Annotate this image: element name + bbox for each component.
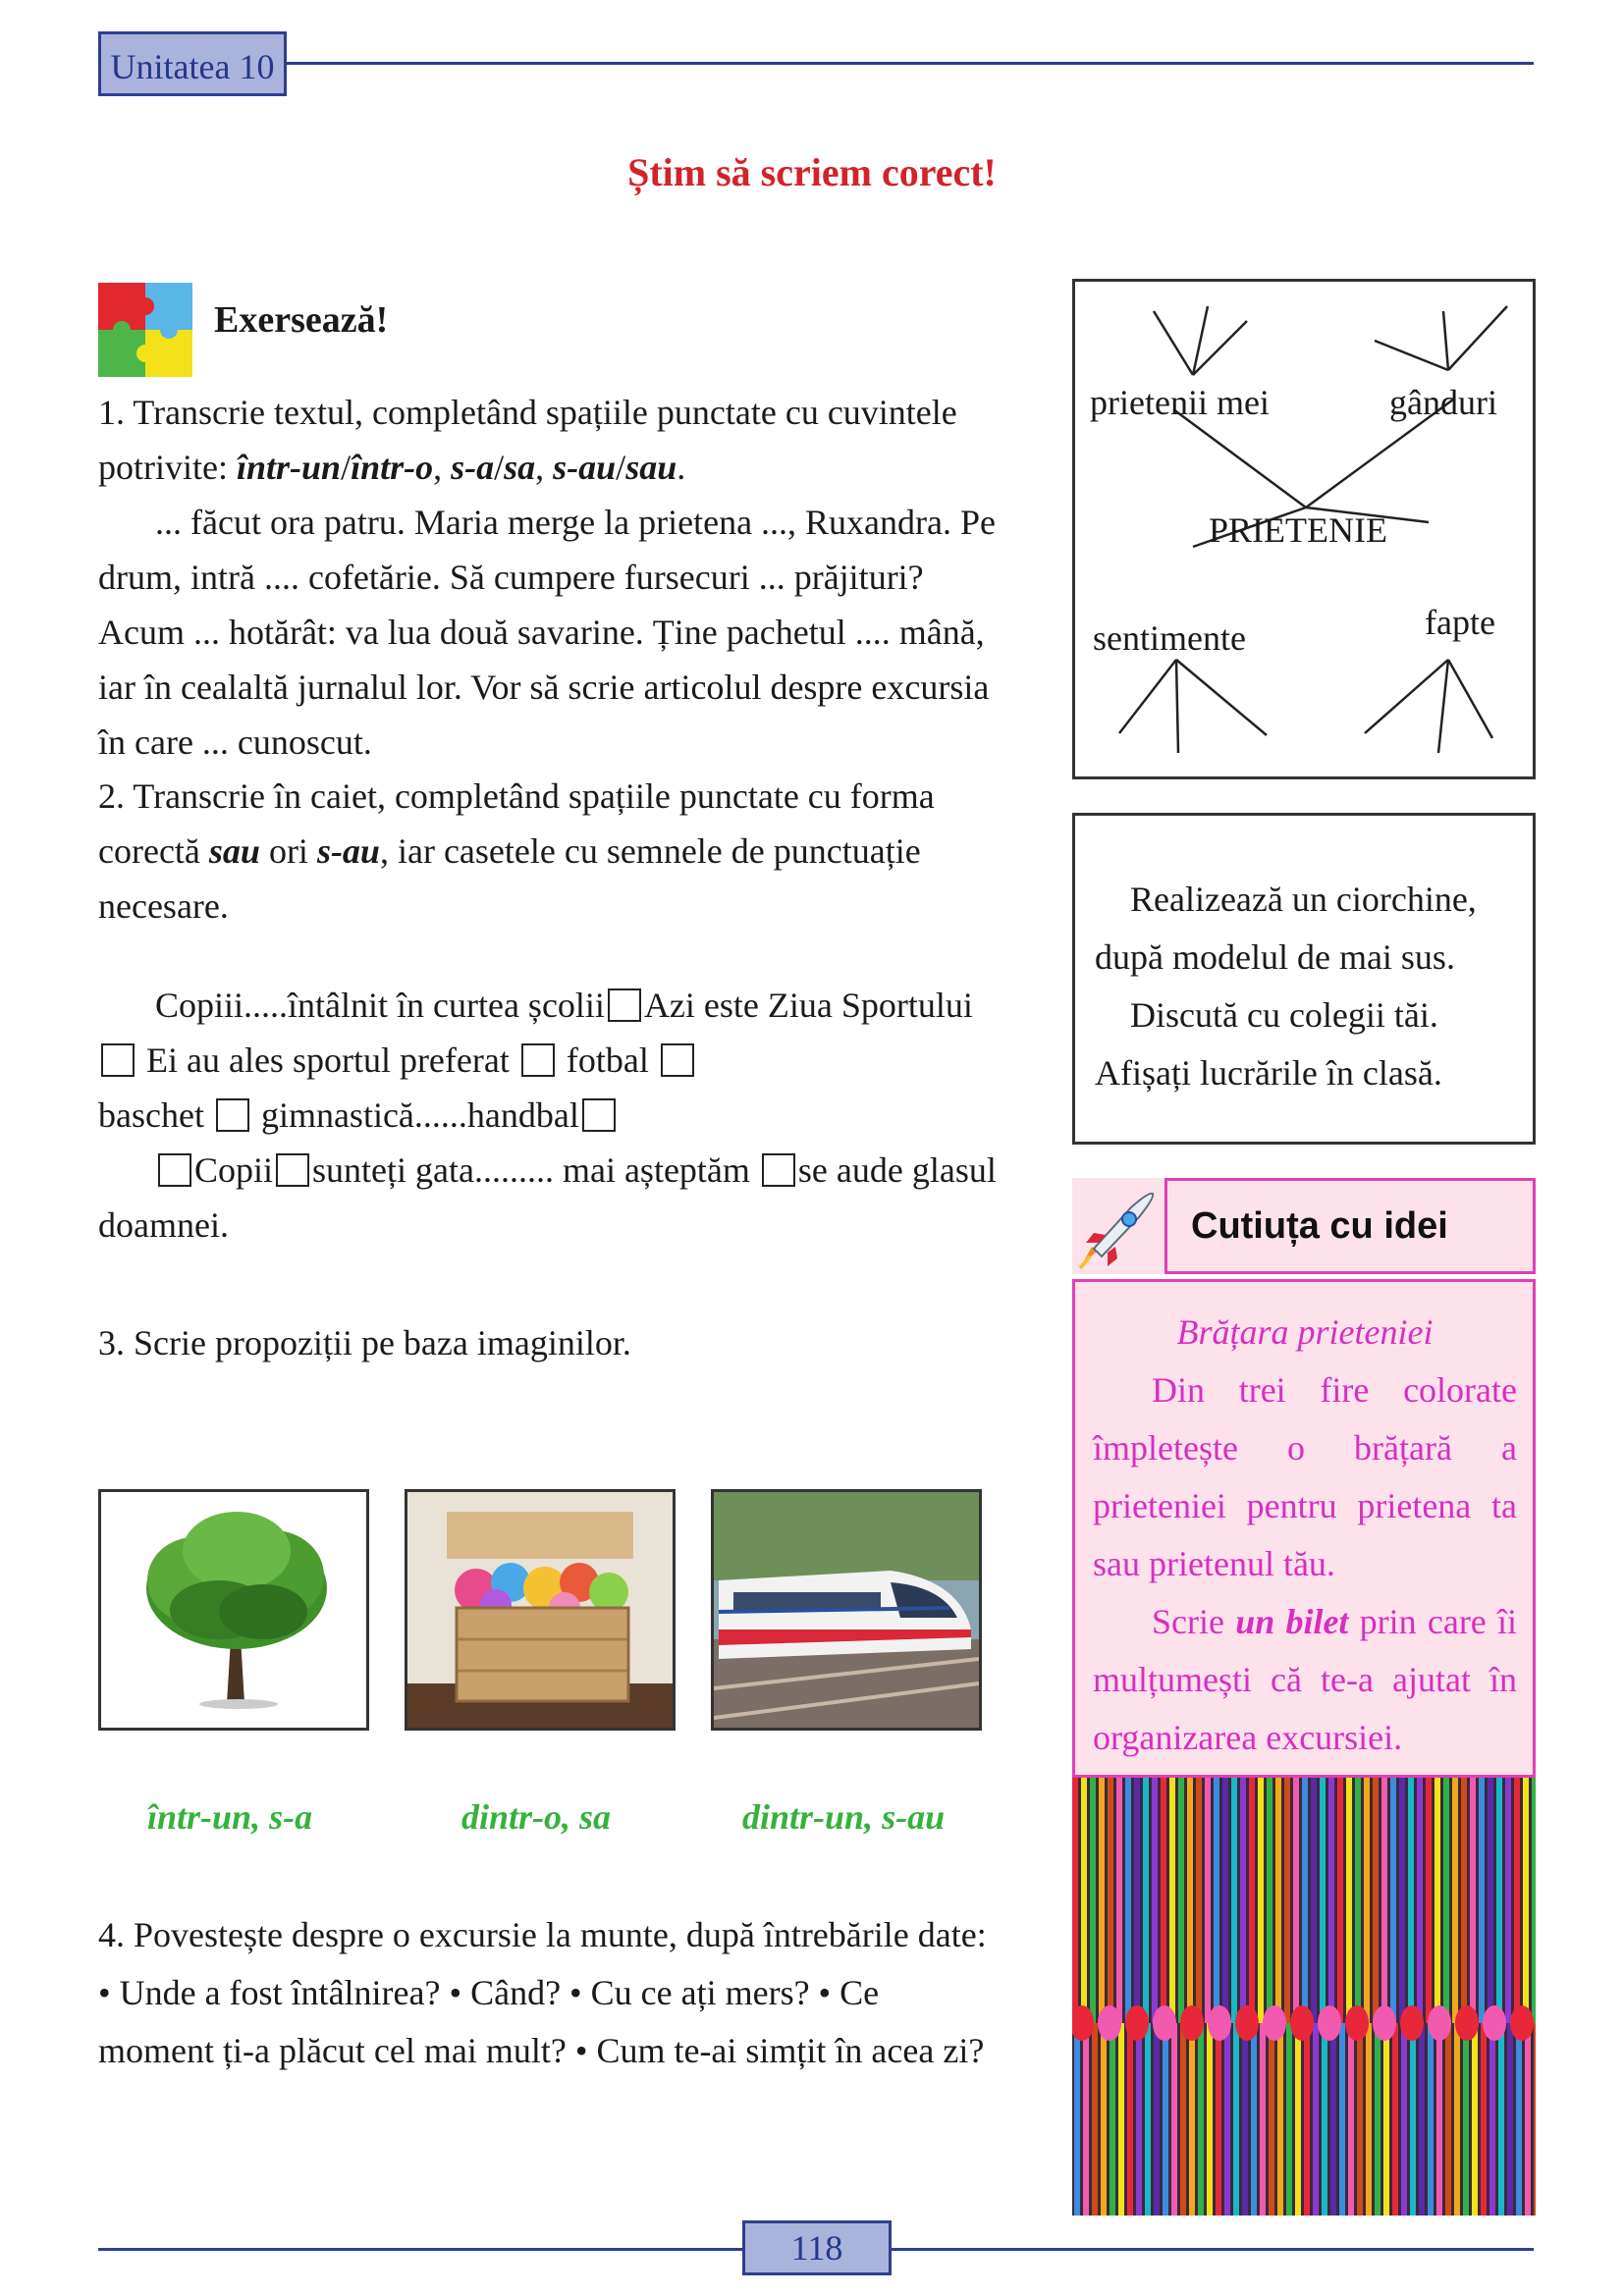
ideas-text-part: prin care îi mulțumești că te-a ajutat în organizarea excursiei.: [1093, 1602, 1518, 1757]
ex2-text: fotbal: [566, 1041, 649, 1080]
ex2-text: baschet: [98, 1095, 204, 1135]
word-option: sau: [625, 448, 677, 487]
exercise-3: 3. Scrie propoziții pe baza imaginilor.: [98, 1323, 631, 1362]
punctuation-box[interactable]: [216, 1098, 249, 1132]
ideas-text: [1093, 1304, 1517, 1767]
ideas-paragraph: [1093, 1593, 1517, 1767]
ex2-text: se aude glasul doamnei.: [98, 1150, 997, 1245]
exercise-4: [98, 1906, 1001, 2080]
word-option: într-un: [236, 448, 342, 487]
punctuation-box[interactable]: [762, 1153, 795, 1187]
exercise-2-text: [98, 978, 1001, 1253]
mindmap-node-bottom-left: sentimente: [1093, 618, 1246, 658]
page-number: 118: [742, 2220, 892, 2275]
ideas-emphasis: un bilet: [1235, 1602, 1349, 1641]
task-line: Realizează un ciorchine,: [1130, 880, 1477, 919]
exercise-2: [98, 769, 1001, 934]
ex4-instruction: 4. Povestește despre o excursie la munte, după întrebările date:: [98, 1915, 987, 1954]
mindmap-node-top-right: gânduri: [1389, 383, 1497, 422]
ideas-subtitle: Brățara prieteniei: [1176, 1312, 1434, 1352]
punctuation-box[interactable]: [158, 1153, 191, 1187]
mindmap-node-bottom-right: fapte: [1425, 603, 1495, 642]
puzzle-icon: [98, 283, 192, 377]
ex2-text: Copii: [194, 1150, 274, 1190]
punctuation-box[interactable]: [101, 1043, 135, 1077]
mind-map-box: [1072, 279, 1536, 779]
exercise-1: 1. Transcrie textul, completând spațiile punctate cu cuvintele potrivite: într-un/într-o, s-a/sa, s-au/sau. ... făcut ora patru. Maria merge la prietena ..., Ruxandra. Pe drum, intră .... cofetărie. Să cumpere fursecuri ... prăjituri? Acum ... hotărât: va lua două savarine. Ține pachetul .... mână, iar în cealaltă jurnalul lor. Vor să scrie articolul despre excursia în care ... cunoscut.: [98, 393, 997, 762]
ex2-instruction: ori: [259, 831, 317, 871]
ex2-text: sunteți gata......... mai așteptăm: [312, 1150, 750, 1190]
ideas-title: Cutiuța cu idei: [1164, 1178, 1536, 1274]
punctuation-box[interactable]: [582, 1098, 616, 1132]
unit-tag: Unitatea 10: [98, 31, 287, 96]
ex1-intro: 1. Transcrie textul, completând spațiile punctate cu cuvintele potrivite:: [98, 393, 957, 487]
ex2-instruction: 2. Transcrie în caiet, completând spațiile punctate cu forma corectă: [98, 776, 935, 871]
ex1-text: ... făcut ora patru. Maria merge la prietena ..., Ruxandra. Pe drum, intră .... cofetărie. Să cumpere fursecuri ... prăjituri? Acum ... hotărât: va lua două savarine. Ține pachetul .... mână, iar în cealaltă jurnalul lor. Vor să scrie articolul despre excursia în care ... cunoscut.: [98, 503, 997, 762]
mindmap-node-top-left: prietenii mei: [1090, 383, 1270, 422]
page-title: Știm să scriem corect!: [627, 150, 997, 194]
mindmap-center: PRIETENIE: [1209, 510, 1387, 550]
hint-label: dintr-o, sa: [461, 1797, 612, 1837]
task-text: [1095, 871, 1527, 1102]
ideas-text-part: Scrie: [1152, 1602, 1236, 1641]
task-line: Discută cu colegii tăi.: [1130, 995, 1438, 1035]
bracelets-image: [1072, 1778, 1536, 2216]
ideas-box: [1072, 1279, 1536, 1778]
footer-rule: [892, 2248, 1534, 2251]
word-option: s-au: [553, 448, 617, 487]
punctuation-box[interactable]: [276, 1153, 309, 1187]
punctuation-box[interactable]: [521, 1043, 555, 1077]
task-line: după modelul de mai sus.: [1095, 937, 1455, 977]
punctuation-box[interactable]: [661, 1043, 694, 1077]
task-line: Afișați lucrările în clasă.: [1095, 1053, 1442, 1093]
punctuation-box[interactable]: [608, 988, 641, 1022]
tree-image: [98, 1489, 369, 1731]
ex2-text: Ei au ales sportul preferat: [146, 1041, 510, 1080]
ex4-questions: • Unde a fost întâlnirea? • Când? • Cu ce ați mers? • Ce moment ți-a plăcut cel mai mult? • Cum te-ai simțit în acea zi?: [98, 1973, 985, 2070]
rocket-icon: [1072, 1178, 1164, 1274]
word-option: într-o: [351, 448, 434, 487]
footer-rule: [98, 2248, 742, 2251]
hint-label: într-un, s-a: [147, 1797, 313, 1837]
word-option: sau: [208, 831, 260, 871]
word-option: sa: [504, 448, 536, 487]
header-rule: [287, 62, 1534, 65]
ex2-text: gimnastică......handbal: [260, 1095, 579, 1135]
hint-label: dintr-un, s-au: [742, 1797, 946, 1837]
ex2-instruction: , iar casetele cu semnele de punctuație necesare.: [98, 831, 921, 926]
ex2-text: Copiii.....întâlnit în curtea școlii: [155, 986, 605, 1025]
word-option: s-au: [316, 831, 380, 871]
section-heading: Exersează!: [214, 299, 389, 341]
word-option: s-a: [451, 448, 495, 487]
ex2-text: Azi este Ziua Sportului: [643, 986, 973, 1025]
ideas-paragraph: Din trei fire colorate împletește o brățară a prieteniei pentru prietena ta sau prietenul tău.: [1093, 1370, 1517, 1583]
train-image: [711, 1489, 982, 1731]
task-box: [1072, 813, 1536, 1145]
toy-chest-image: [405, 1489, 676, 1731]
